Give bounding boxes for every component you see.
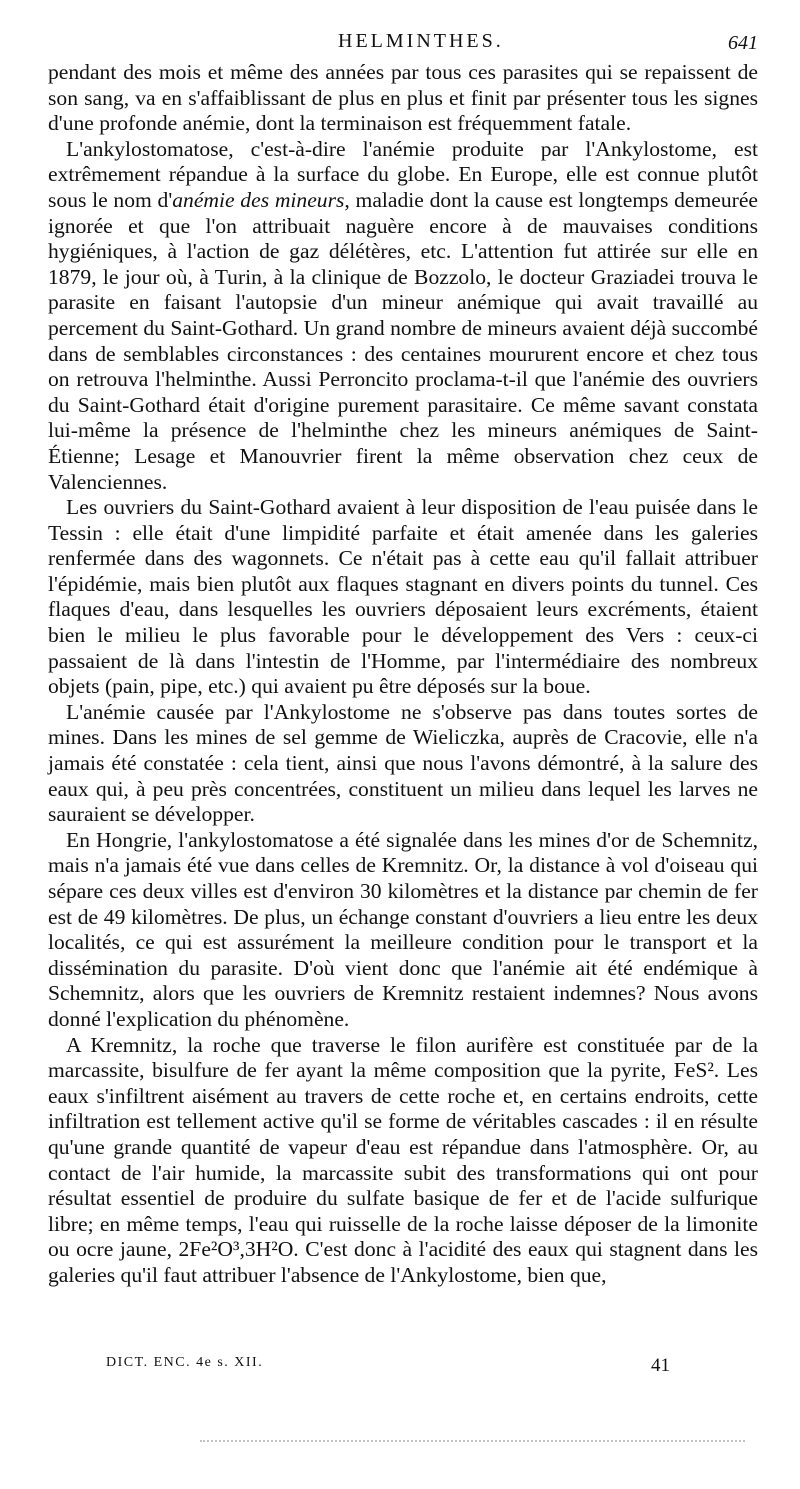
page-footer bbox=[80, 1355, 700, 1381]
text-run: En Hongrie, l'ankylostomatose a été signalée dans les mines d'or de Schemnitz, mais n'a jamais été vue dans celles de Kremnitz. Or, la distance à vol d'oiseau qui sépare ces deux villes est d'environ 30 kilomètres et la distance par chemin de fer est de 49 kilomètres. De plus, un échange constant d'ouvriers a lieu entre les deux localités, ce qui est assurément la meilleure condition pour le transport et la dissémination du parasite. D'où vient donc que l'anémie ait été endémique à Schemnitz, alors que les ouvriers de Kremnitz restaient indemnes? Nous avons donné l'explication du phénomène. bbox=[48, 827, 758, 1031]
paragraph bbox=[48, 495, 758, 700]
paragraph bbox=[48, 700, 758, 828]
paragraph bbox=[48, 1033, 758, 1289]
text-run: L'ankylostomatose, c'est-à-dire l'anémie produite par l'Ankylostome, est extrêmement répandue à la surface du globe. En Europe, elle est connue plutôt sous le nom d' bbox=[48, 136, 758, 212]
text-run: Les ouvriers du Saint-Gothard avaient à leur disposition de l'eau puisée dans le Tessin : elle était d'une limpidité parfaite et était amenée dans les galeries renfermée dans des wagonnets. Ce n'était pas à cette eau qu'il fallait attribuer l'épidémie, mais bien plutôt aux flaques stagnant en divers points du tunnel. Ces flaques d'eau, dans lesquelles les ouvriers déposaient leurs excréments, étaient bien le milieu le plus favorable pour le développement des Vers : ceux-ci passaient de là dans l'intestin de l'Homme, par l'intermédiaire des nombreux objets (pain, pipe, etc.) qui avaient pu être déposés sur la boue. bbox=[48, 495, 758, 699]
body-text bbox=[48, 60, 758, 1289]
paragraph bbox=[48, 60, 758, 137]
text-run: pendant des mois et même des années par tous ces parasites qui se repaissent de son sang, va en s'affaiblissant de plus en plus et finit par présenter tous les signes d'une profonde anémie, dont la terminaison est fréquemment fatale. bbox=[48, 60, 758, 136]
paragraph bbox=[48, 137, 758, 495]
sheet-number: 41 bbox=[651, 1355, 670, 1376]
bleed-through-line bbox=[200, 1440, 745, 1442]
text-run: A Kremnitz, la roche que traverse le filon aurifère est constituée par de la marcassite, bisulfure de fer ayant la même composition que la pyrite, FeS². Les eaux s'infiltrent aisément au travers de cette roche et, en certains endroits, cette infiltration est tellement active qu'il se forme de véritables cascades : il en résulte qu'une grande quantité de vapeur d'eau est répandue dans l'atmosphère. Or, au contact de l'air humide, la marcassite subit des transformations qui ont pour résultat essentiel de produire du sulfate basique de fer et de l'acide sulfurique libre; en même temps, l'eau qui ruisselle de la roche laisse déposer de la limonite ou ocre jaune, 2Fe²O³,3H²O. C'est donc à l'acidité des eaux qui stagnent dans les galeries qu'il faut attribuer l'absence de l'Ankylostome, bien que, bbox=[48, 1032, 758, 1287]
running-title: HELMINTHES. bbox=[338, 30, 504, 52]
italic-term: anémie des mineurs bbox=[172, 187, 345, 212]
printer-signature: DICT. ENC. 4e s. XII. bbox=[106, 1355, 264, 1370]
page-header bbox=[48, 30, 758, 60]
page-number: 641 bbox=[728, 32, 758, 54]
text-run: L'anémie causée par l'Ankylostome ne s'observe pas dans toutes sortes de mines. Dans les mines de sel gemme de Wieliczka, auprès de Cracovie, elle n'a jamais été constatée : cela tient, ainsi que nous l'avons démontré, à la salure des eaux qui, à peu près concentrées, constituent un milieu dans lequel les larves ne sauraient se développer. bbox=[48, 699, 758, 827]
paragraph bbox=[48, 828, 758, 1033]
text-run: , maladie dont la cause est longtemps demeurée ignorée et que l'on attribuait naguère encore à de mauvaises conditions hygiéniques, à l'action de gaz délétères, etc. L'attention fut attirée sur elle en 1879, le jour où, à Turin, à la clinique de Bozzolo, le docteur Graziadei trouva le parasite en faisant l'autopsie d'un mineur anémique qui avait travaillé au percement du Saint-Gothard. Un grand nombre de mineurs avaient déjà succombé dans de semblables circonstances : des centaines moururent encore et chez tous on retrouva l'helminthe. Aussi Perroncito proclama-t-il que l'anémie des ouvriers du Saint-Gothard était d'origine purement parasitaire. Ce même savant constata lui-même la présence de l'helminthe chez les mineurs anémiques de Saint-Étienne; Lesage et Manouvrier firent la même observation chez ceux de Valenciennes. bbox=[48, 187, 758, 494]
